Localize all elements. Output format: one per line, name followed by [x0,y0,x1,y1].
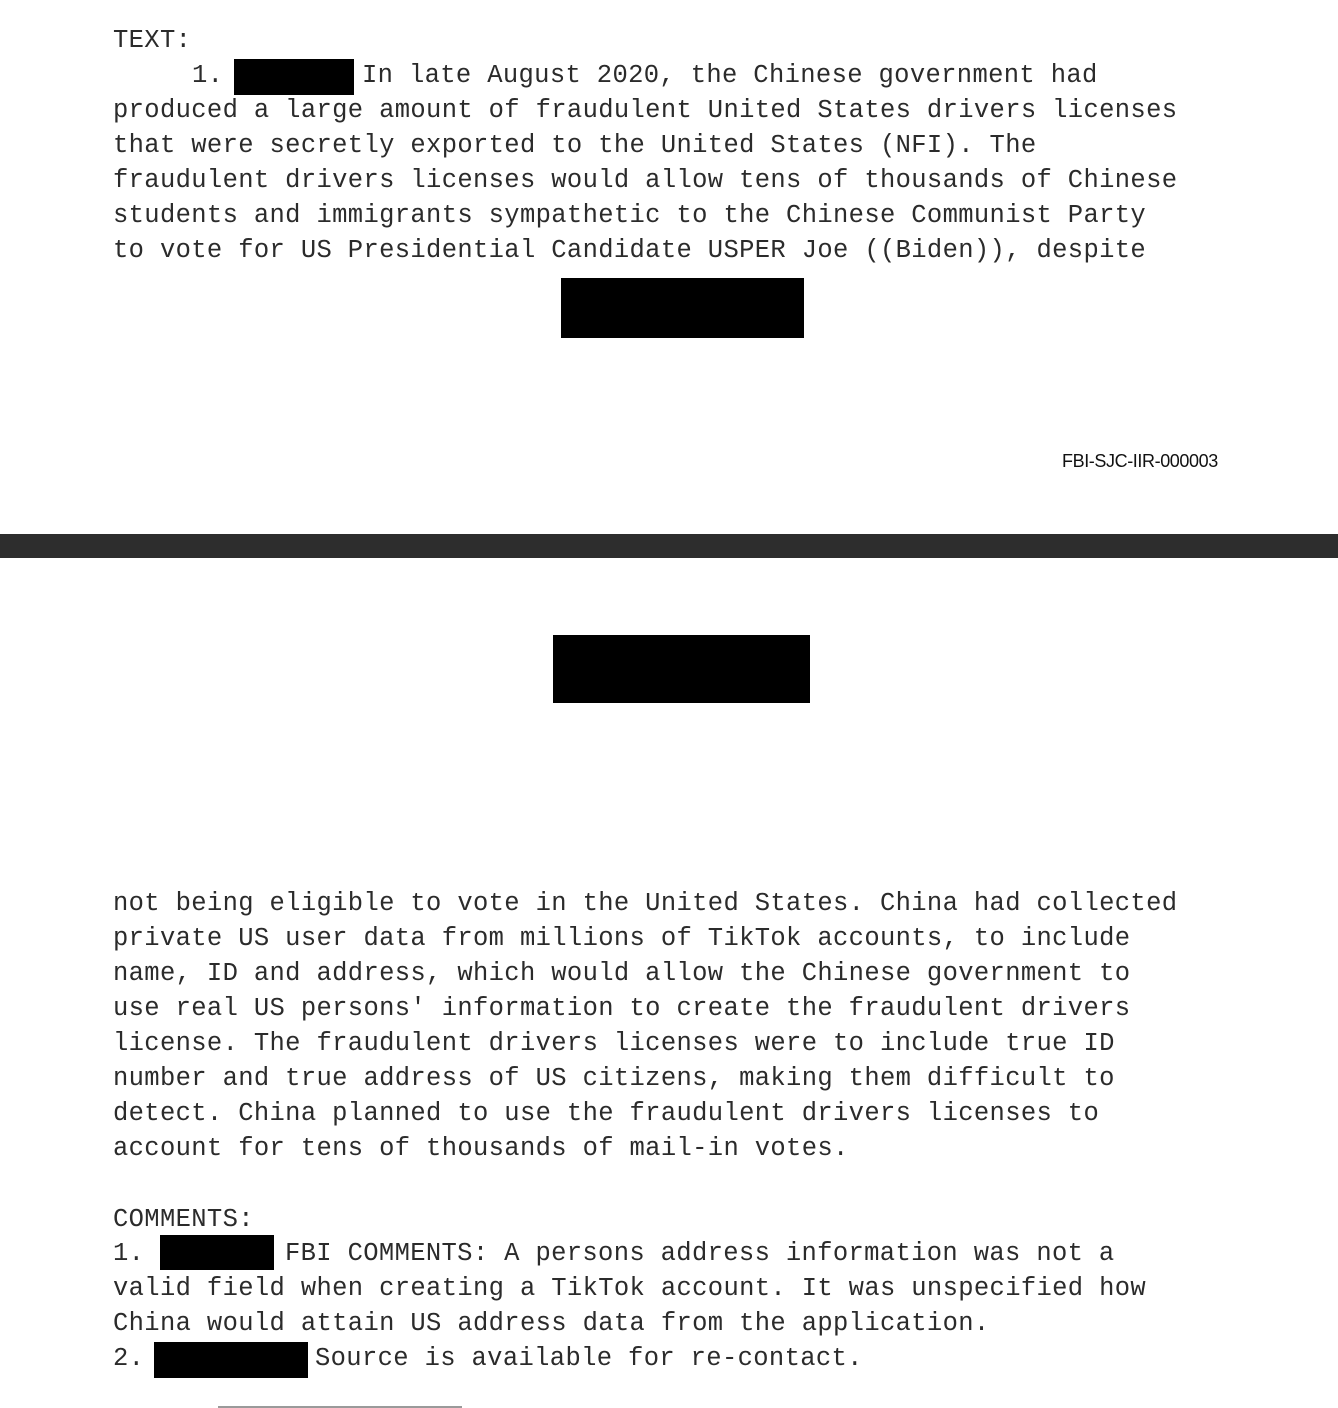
text-line: students and immigrants sympathetic to the Chinese Communist Party [113,201,1147,230]
text-line: name, ID and address, which would allow the Chinese government to [113,959,1131,988]
page-divider [0,534,1338,558]
text-line: produced a large amount of fraudulent United States drivers licenses [113,96,1178,125]
text-section-header: TEXT: [113,26,192,55]
text-line: account for tens of thousands of mail-in votes. [113,1134,849,1163]
text-line: detect. China planned to use the fraudulent drivers licenses to [113,1099,1100,1128]
comment-number-2: 2. [113,1344,145,1373]
comments-section-header: COMMENTS: [113,1205,254,1234]
redaction-box [154,1342,308,1378]
text-line: license. The fraudulent drivers licenses were to include true ID [113,1029,1115,1058]
text-line: use real US persons' information to create the fraudulent drivers [113,994,1131,1023]
comment-line: Source is available for re-contact. [315,1344,863,1373]
comment-line: China would attain US address data from the application. [113,1309,990,1338]
comment-line: valid field when creating a TikTok account. It was unspecified how [113,1274,1147,1303]
comment-line: FBI COMMENTS: A persons address information was not a [285,1239,1115,1268]
redaction-box [234,59,354,95]
text-line: not being eligible to vote in the United States. China had collected [113,889,1178,918]
bates-number: FBI-SJC-IIR-000003 [1062,451,1218,471]
text-line: that were secretly exported to the United States (NFI). The [113,131,1037,160]
document-page-top [0,0,1338,534]
text-line: fraudulent drivers licenses would allow tens of thousands of Chinese [113,166,1178,195]
item-number-1: 1. [192,61,224,90]
redaction-box [160,1235,274,1270]
text-line: private US user data from millions of TikTok accounts, to include [113,924,1131,953]
text-line: In late August 2020, the Chinese government had [362,61,1098,90]
document-page-bottom [0,558,1338,1408]
text-line: to vote for US Presidential Candidate USPER Joe ((Biden)), despite [113,236,1147,265]
redaction-box [553,635,810,703]
text-line: number and true address of US citizens, making them difficult to [113,1064,1115,1093]
redaction-box [561,278,804,338]
comment-number-1: 1. [113,1239,145,1268]
